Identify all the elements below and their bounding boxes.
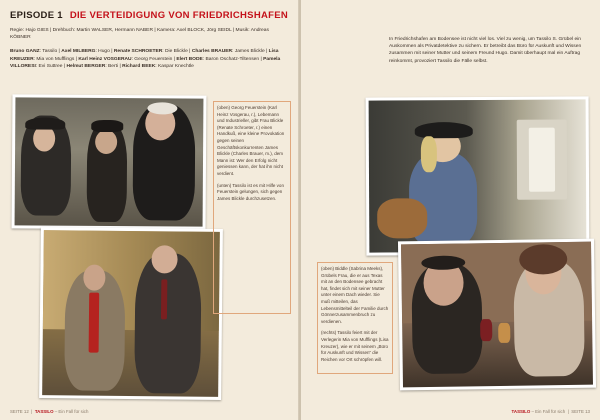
cast-entry	[66, 64, 118, 69]
cast-actor: Lisa KREUZER	[10, 49, 279, 62]
caption-right-bottom: (rechts) Tassilo feiert mit der Verlegerin Mia von Mufflings (Lisa Kreuzer), wie er mit seinem „Büro für Auskunft und Wissen“ die Reichen vor Ort schröpfen will.	[321, 330, 389, 362]
folio-left-page: SEITE 12	[10, 409, 29, 414]
photo-couple-wine-image	[401, 242, 593, 388]
cast-entry	[78, 57, 172, 62]
cast-actor: Elert BODE	[176, 56, 203, 62]
cast-list: Bruno GANZ: Tassilo | Axel MILBERG: Hugo | Renate SCHROETER: Die Blickle | Charles BRAUER: James Blickle | Lisa KREUZER: Mia von Mufflings | Karl Heinz VOSGERAU: Georg Feuerstein | Elert BODE: Baron Oschatz-Tiltensen | Pamela VILLORESI: Evi Suttree | Helmut BERGER: Berti | Richard BEEK: Kaspar Knechtle	[10, 49, 281, 70]
cast-role: : Georg Feuerstein	[131, 56, 173, 62]
folio-right-brand: TASSILO	[511, 409, 531, 414]
cast-role: : Kaspar Knechtle	[155, 64, 194, 70]
caption-left-top: (oben) Georg Feuerstein (Karl Heinz Vosgerau, r.), Lebemann und Industrieller, gibt Frau Blickle (Renate Schroeter, r.) einen Handkuß, eine kleine Provokation gegen seinen Geschäftskonkurrenten James Blickle (Charles Brauer, m.), dem Mann ist: Wer den Erfolg nicht geniessen kann, der hat ihn nicht verdient.	[217, 105, 285, 176]
folio-left: SEITE 12 | TASSILO – Ein Fall für sich	[10, 409, 89, 414]
cast-actor: Pamela VILLORESI	[10, 56, 281, 70]
folio-right: TASSILO – Ein Fall für sich | SEITE 13	[511, 409, 590, 414]
cast-role: : Baron Oschatz-Tiltensen	[202, 56, 260, 62]
cast-entry	[10, 49, 57, 54]
intro-paragraph: In Friedrichshafen am Bodensee ist nicht viel los. Viel zu wenig, um Tassilo S. Grübel ein Auskommen als Privatdetektive zu sichern. Er betreibt das Büro für Auskunft und Wissen zusammen mit seiner Mutter und seinem Freund Hugo. Damit überhaupt mal ein Auftrag reinkommt, provoziert Tassilo die Fälle selbst.	[389, 37, 582, 64]
cast-role: : Die Blickle	[162, 49, 188, 54]
folio-right-subtitle: – Ein Fall für sich	[531, 409, 566, 414]
photo-woman-guitar	[366, 96, 590, 255]
cast-entry	[122, 64, 194, 69]
photo-two-men	[39, 227, 223, 400]
cast-actor: Helmut BERGER	[66, 64, 106, 70]
cast-role: : Evi Suttree	[35, 64, 63, 70]
photo-dinner-party-image	[15, 97, 204, 226]
caption-right-box	[317, 262, 393, 374]
cast-entry	[176, 57, 259, 62]
cast-role: : James Blickle	[232, 49, 265, 54]
right-page	[301, 0, 600, 420]
folio-right-page: SEITE 13	[571, 409, 590, 414]
cast-role: : Tassilo	[39, 49, 58, 54]
cast-actor: Bruno GANZ	[10, 49, 40, 54]
cast-actor: Karl Heinz VOSGERAU	[78, 56, 132, 62]
cast-role: : Mia von Mufflings	[33, 56, 75, 62]
cast-actor: Axel MILBERG	[61, 49, 96, 54]
photo-couple-wine	[398, 239, 596, 391]
cast-entry	[114, 49, 188, 54]
cast-actor: Charles BRAUER	[191, 49, 233, 54]
caption-right-top: (oben) Biddle (Sabrina Meeks), Grübels Frau, die er aus Texas mit an den Bodensee gebracht hat, findet sich mit seiner Mutter unter einem Dach wieder. Sie muß mitteilen, das Lebensmittelteil der Familie durch Gönnerzusammenbruch zu verdienen.	[321, 266, 389, 324]
folio-left-subtitle: – Ein Fall für sich	[54, 409, 89, 414]
cast-entry	[61, 49, 110, 54]
episode-heading	[10, 10, 288, 21]
folio-left-brand: TASSILO	[34, 409, 54, 414]
credits-text: Regie: Hajo GIES | Drehbuch: Martin WALSER, Hermann NABER | Kamera: Axel BLOCK, Jörg SEIDL | Musik: Andreas KÖBNER	[10, 28, 269, 41]
cast-entry	[192, 49, 265, 54]
left-page	[0, 0, 299, 420]
episode-number: EPISODE 1	[10, 10, 63, 21]
photo-dinner-party	[12, 94, 207, 229]
cast-actor: Renate SCHROETER	[113, 49, 163, 54]
photo-two-men-image	[42, 230, 220, 397]
cast-actor: Richard BEEK	[122, 64, 156, 70]
cast-role: : Hugo	[95, 49, 110, 54]
episode-title: DIE VERTEIDIGUNG VON FRIEDRICHSHAFEN	[69, 10, 289, 21]
photo-woman-guitar-image	[369, 99, 587, 252]
cast-role: : Berti	[105, 64, 119, 70]
caption-left-box	[213, 101, 291, 314]
caption-left-bottom: (unten) Tassilo ist es mit Hilfe von Feuerstein gelungen, sich gegen James Blickle durchzusetzen.	[217, 182, 284, 201]
